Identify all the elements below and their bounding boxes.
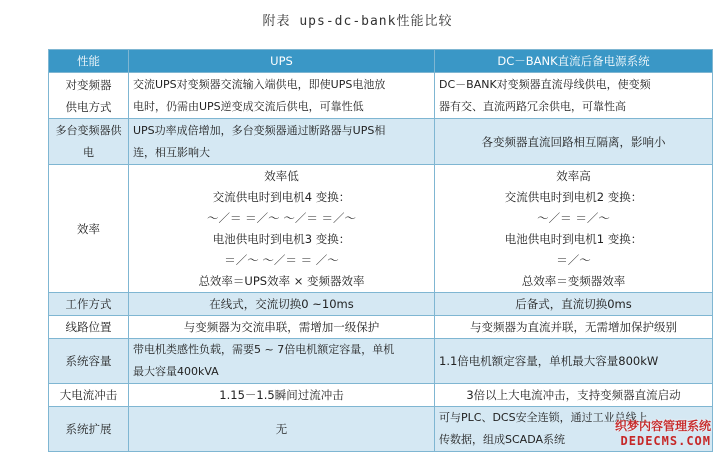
ups-cell: 1.15－1.5瞬间过流冲击 <box>129 384 435 407</box>
table-row <box>49 165 713 293</box>
watermark-text: 织梦内容管理系统 <box>614 419 711 433</box>
dc-cell: 后备式，直流切换0ms <box>435 293 713 316</box>
table-row <box>49 407 713 452</box>
table-caption: 附表 ups-dc-bank性能比较 <box>262 14 453 29</box>
ups-cell: 在线式，交流切换0 ~10ms <box>129 293 435 316</box>
dc-cell: 3倍以上大电流冲击，支持变频器直流启动 <box>435 384 713 407</box>
watermark-domain: DEDECMS.COM <box>620 434 711 448</box>
feature-cell: 工作方式 <box>49 293 129 316</box>
feature-cell: 效率 <box>49 165 129 293</box>
header-dc-bank: DC－BANK直流后备电源系统 <box>435 50 713 73</box>
table-row <box>49 73 713 119</box>
feature-cell: 大电流冲击 <box>49 384 129 407</box>
table-row <box>49 316 713 339</box>
table-row <box>49 119 713 165</box>
dc-cell: 可与PLC、DCS安全连锁，通过工业总线上 传数据，组成SCADA系统 <box>435 407 713 452</box>
ups-cell: 交流UPS对变频器交流输入端供电，即使UPS电池放 电时，仍需由UPS逆变成交流后供电，可靠性低 <box>129 73 435 119</box>
header-row <box>49 50 713 73</box>
header-feature: 性能 <box>49 50 129 73</box>
feature-cell: 对变频器 供电方式 <box>49 73 129 119</box>
feature-cell: 系统容量 <box>49 339 129 384</box>
ups-cell: 效率低 交流供电时到电机4 变换： ～／＝ ＝／～ ～／＝ ＝／～ 电池供电时到电机3 变换： ＝／～ ～／＝ ＝ ／～ 总效率＝UPS效率 × 变频器效率 <box>129 165 435 293</box>
comparison-table <box>48 49 713 452</box>
ups-cell: 与变频器为交流串联，需增加一级保护 <box>129 316 435 339</box>
header-ups: UPS <box>129 50 435 73</box>
ups-cell: 无 <box>129 407 435 452</box>
feature-cell: 多台变频器供电 <box>49 119 129 165</box>
ups-cell: 带电机类感性负载，需要5 ~ 7倍电机额定容量，单机 最大容量400kVA <box>129 339 435 384</box>
dc-cell: 与变频器为直流并联，无需增加保护级别 <box>435 316 713 339</box>
feature-cell: 系统扩展 <box>49 407 129 452</box>
dc-cell: 各变频器直流回路相互隔离，影响小 <box>435 119 713 165</box>
dc-cell: 效率高 交流供电时到电机2 变换： ～／＝ ＝／～ 电池供电时到电机1 变换： ＝／～ 总效率＝变频器效率 <box>435 165 713 293</box>
watermark <box>615 417 711 448</box>
table-row <box>49 293 713 316</box>
ups-cell: UPS功率成倍增加，多台变频器通过断路器与UPS相 连，相互影响大 <box>129 119 435 165</box>
dc-cell: DC－BANK对变频器直流母线供电，使变频 器有交、直流两路冗余供电，可靠性高 <box>435 73 713 119</box>
table-row <box>49 339 713 384</box>
dc-cell: 1.1倍电机额定容量，单机最大容量800kW <box>435 339 713 384</box>
feature-cell: 线路位置 <box>49 316 129 339</box>
table-row <box>49 384 713 407</box>
